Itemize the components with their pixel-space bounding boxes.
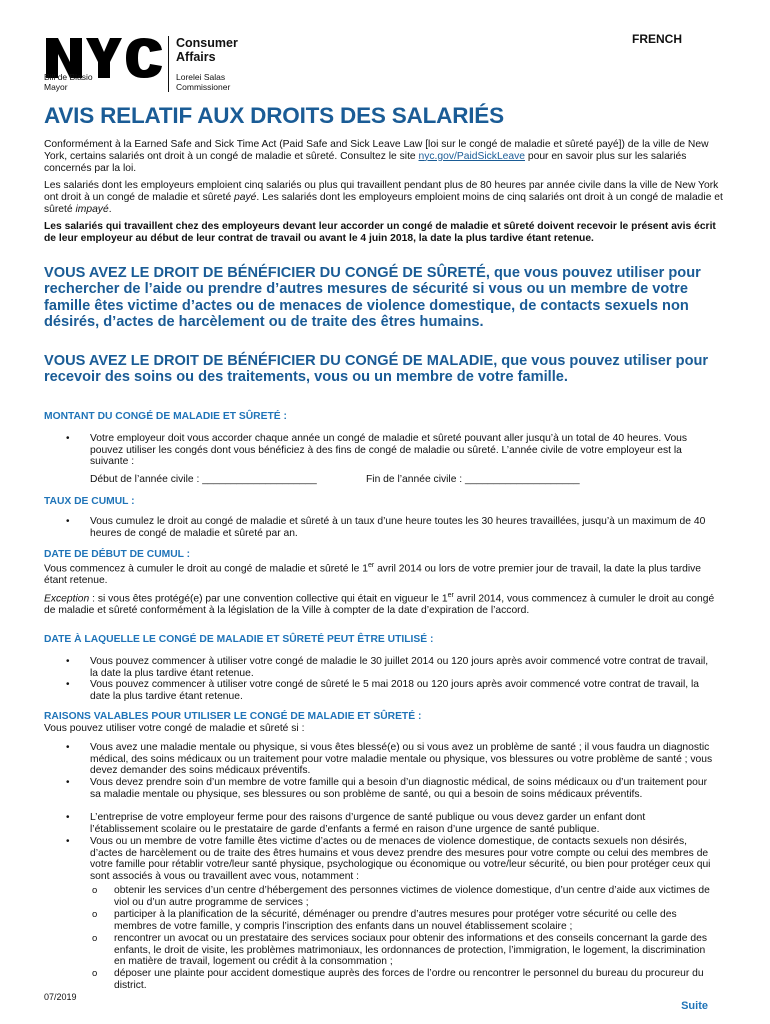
start-p1-b: avril 2014 ou lors de votre premier jour de travail, la date la plus tardive étant retenue. — [44, 563, 702, 587]
bullet-dot-icon: • — [66, 812, 70, 823]
intro-paragraph-2 — [44, 180, 726, 215]
intro-paragraph-1 — [44, 139, 726, 174]
intro-p1-text-b: pour en savoir plus sur les salariés concernés par la loi. — [44, 150, 687, 174]
calendar-year-start: Début de l’année civile : ____________________ — [90, 474, 317, 485]
reason-sub-bullet-2: participer à la planification de la sécurité, déménager ou prendre d’autres mesures pour protéger votre sécurité ou celle des membres de votre famille, y compris l’inscription des enfants dans un nouvel établissement scolaire ; — [114, 909, 677, 932]
sub-bullet-circle-icon: o — [92, 909, 98, 920]
agency-name-line1: Consumer — [176, 36, 238, 50]
intro-p1-text-a: Conformément à la Earned Safe and Sick Time Act (Paid Safe and Sick Leave Law [loi sur le congé de maladie et sûreté payé]) de la ville de New York, certains salariés ont droit à un congé de maladie et sûreté. Consultez le site — [44, 139, 709, 162]
intro-paragraph-3: Les salariés qui travaillent chez des employeurs devant leur accorder un congé de maladie et sûreté doivent recevoir le présent avis écrit de leur employeur au début de leur contrat de travail ou avant le 4 juin 2018, la date la plus tardive étant retenue. — [44, 221, 716, 244]
reason-sub-bullet-1: obtenir les services d’un centre d’hébergement des personnes victimes de violence domestique, d’un centre d’aide aux victimes de viol ou d’un autre programme de services ; — [114, 885, 710, 908]
intro-p2-text-a: Les salariés dont les employeurs emploient cinq salariés ou plus qui travaillent pendant plus de 80 heures par année civile dans la ville de New York ont droit à un congé de maladie et sûreté — [44, 180, 719, 203]
right-safe-leave: VOUS AVEZ LE DROIT DE BÉNÉFICIER DU CONGÉ DE SÛRETÉ, que vous pouvez utiliser pour rechercher de l’aide ou prendre d’autres mesures de sécurité si vous ou un membre de votre famille êtes victime d’actes ou de menaces de violence domestique, de contacts sexuels non désirés, d’actes de harcèlement ou de traite des êtres humains. — [44, 265, 701, 331]
continued-label: Suite — [681, 1000, 708, 1012]
accrual-heading: TAUX DE CUMUL : — [44, 496, 135, 507]
start-paragraph-1 — [44, 560, 726, 587]
mayor-block — [44, 72, 93, 92]
agency-name-line2: Affairs — [176, 50, 216, 64]
start-p1-sup: er — [367, 562, 375, 569]
intro-p2-text-b: . Les salariés dont les employeurs emploient moins de cinq salariés ont droit à un congé de maladie et sûreté — [44, 191, 723, 215]
bullet-dot-icon: • — [66, 656, 70, 667]
exception-label: Exception — [44, 593, 90, 605]
footer-date: 07/2019 — [44, 992, 77, 1002]
bullet-dot-icon: • — [66, 516, 70, 527]
bullet-dot-icon: • — [66, 433, 70, 444]
reason-bullet-1: Vous avez une maladie mentale ou physique, si vous êtes blessé(e) ou si vous avez un problème de santé ; il vous faudra un diagnostic médical, des soins médicaux ou un traitement pour votre maladie mentale ou physique, vos blessures ou votre problème de santé ; vous devez demander des soins médicaux préventifs. — [90, 742, 713, 777]
reason-sub-bullet-4: déposer une plainte pour accident domestique auprès des forces de l’ordre ou rencontrer le personnel du bureau du procureur du district. — [114, 968, 704, 991]
amount-bullet: Votre employeur doit vous accorder chaque année un congé de maladie et sûreté pouvant aller jusqu’à un total de 40 heures. Vous pouvez utiliser les congés dont vous bénéficiez à des fins de congé de maladie ou sûreté. L’année civile de votre employeur est la suivante : — [90, 433, 688, 468]
bullet-dot-icon: • — [66, 777, 70, 788]
reason-sub-bullet-3: rencontrer un avocat ou un prestataire des services sociaux pour obtenir des informations et des conseils concernant la garde des enfants, le droit de visite, les problèmes matrimoniaux, les ordonnances de protection, l’immigration, le logement, la discrimination en matière de travail, logement ou crédit à la consommation ; — [114, 933, 707, 968]
start-p1-a: Vous commencez à cumuler le droit au congé de maladie et sûreté le 1 — [44, 563, 368, 575]
intro-p2-text-c: . — [108, 203, 112, 215]
commissioner-name: Lorelei Salas — [176, 72, 226, 82]
intro-p2-paye: payé — [234, 191, 257, 203]
bullet-dot-icon: • — [66, 679, 70, 690]
header-divider — [168, 36, 169, 92]
start-p2-a: : si vous êtes protégé(e) par une convention collective qui était en vigueur le 1 — [89, 593, 448, 605]
agency-name — [176, 36, 238, 64]
page-title: AVIS RELATIF AUX DROITS DES SALARIÉS — [44, 103, 504, 128]
commissioner-block — [176, 72, 230, 92]
reasons-intro: Vous pouvez utiliser votre congé de maladie et sûreté si : — [44, 723, 305, 734]
mayor-title: Mayor — [44, 82, 68, 92]
start-paragraph-2 — [44, 590, 726, 617]
usable-bullet-2: Vous pouvez commencer à utiliser votre congé de sûreté le 5 mai 2018 ou 120 jours après avoir commencé votre contrat de travail, la date la plus tardive étant retenue. — [90, 679, 699, 702]
reason-bullet-4: Vous ou un membre de votre famille êtes victime d’actes ou de menaces de violence domestique, de contacts sexuels non désirés, d’actes de harcèlement ou de traite des êtres humains et vous devez prendre des mesures pour votre compte ou celui des membres de votre famille pour rétablir votre/leur santé physique, psychologique ou économique ou votre/leur sécurité, ou bien pour protéger ceux qui sont associés à vous ou travaillent avec vous, notamment : — [90, 836, 711, 882]
reason-bullet-3: L’entreprise de votre employeur ferme pour des raisons d’urgence de santé publique ou vous devez garder un enfant dont l’établissement scolaire ou le prestataire de garde d’enfants a fermé en raison d’une urgence de santé publique. — [90, 812, 646, 835]
calendar-year-end: Fin de l’année civile : ____________________ — [366, 474, 580, 485]
paid-sick-leave-link[interactable]: nyc.gov/PaidSickLeave — [418, 150, 525, 162]
start-heading: DATE DE DÉBUT DE CUMUL : — [44, 549, 191, 560]
sub-bullet-circle-icon: o — [92, 885, 98, 896]
mayor-name: Bill de Blasio — [44, 72, 93, 82]
reason-bullet-2: Vous devez prendre soin d’un membre de votre famille qui a besoin d’un diagnostic médical, de soins médicaux ou d’un traitement pour sa maladie mentale ou physique, ses blessures ou son problème de santé, ou qui a besoin de soins médicaux préventifs. — [90, 777, 708, 800]
accrual-bullet: Vous cumulez le droit au congé de maladie et sûreté à un taux d’une heure toutes les 30 heures travaillées, jusqu’à un maximum de 40 heures de congé de maladie et sûreté par an. — [90, 516, 706, 539]
bullet-dot-icon: • — [66, 836, 70, 847]
start-p2-b: avril 2014, vous commencez à cumuler le droit au congé de maladie et sûreté conformément à la législation de la Ville à compter de la date d’expiration de l’accord. — [44, 593, 715, 617]
bullet-dot-icon: • — [66, 742, 70, 753]
commissioner-title: Commissioner — [176, 82, 231, 92]
usable-heading: DATE À LAQUELLE LE CONGÉ DE MALADIE ET SÛRETÉ PEUT ÊTRE UTILISÉ : — [44, 634, 434, 645]
right-sick-leave: VOUS AVEZ LE DROIT DE BÉNÉFICIER DU CONGÉ DE MALADIE, que vous pouvez utiliser pour recevoir des soins ou des traitements, vous ou un membre de votre famille. — [44, 353, 709, 386]
usable-bullet-1: Vous pouvez commencer à utiliser votre congé de maladie le 30 juillet 2014 ou 120 jours après avoir commencé votre contrat de travail, la date la plus tardive étant retenue. — [90, 656, 709, 679]
sub-bullet-circle-icon: o — [92, 968, 98, 979]
sub-bullet-circle-icon: o — [92, 933, 98, 944]
start-p2-sup: er — [447, 592, 454, 599]
amount-heading: MONTANT DU CONGÉ DE MALADIE ET SÛRETÉ : — [44, 411, 287, 422]
intro-p2-impaye: impayé — [75, 203, 109, 215]
reasons-heading: RAISONS VALABLES POUR UTILISER LE CONGÉ DE MALADIE ET SÛRETÉ : — [44, 711, 422, 722]
language-label: FRENCH — [632, 32, 682, 46]
